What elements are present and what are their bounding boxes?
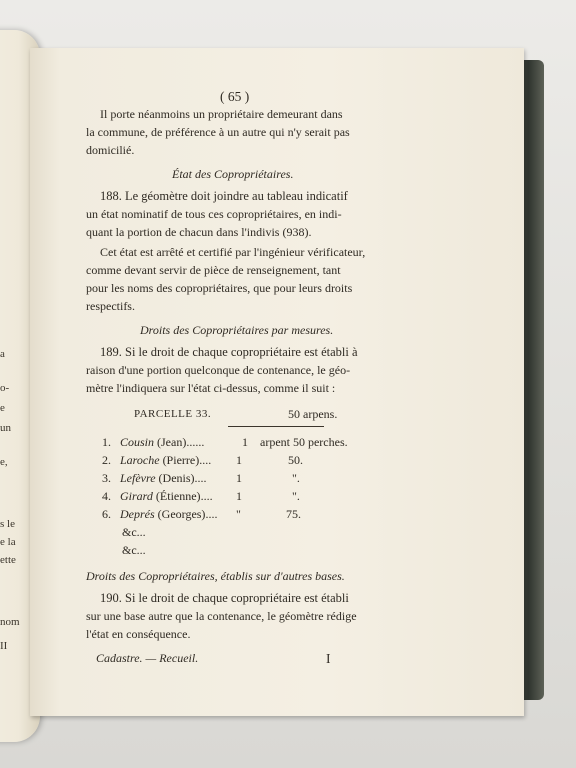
- owner-measure: 75.: [286, 507, 301, 521]
- section-190-line: 190. Si le droit de chaque copropriétaire est établi: [100, 591, 349, 605]
- left-fragment: II: [0, 640, 8, 652]
- owner-measure: ".: [292, 471, 300, 485]
- row-number: 4.: [102, 489, 111, 503]
- left-fragment: a: [0, 348, 5, 360]
- left-fragment: e,: [0, 456, 8, 468]
- page-number: ( 65 ): [220, 89, 250, 104]
- owner-quantity: 1: [242, 435, 248, 449]
- row-number: 3.: [102, 471, 111, 485]
- section-188-line: quant la portion de chacun dans l'indivis (938).: [86, 225, 312, 239]
- owner-measure: 50.: [288, 453, 303, 467]
- paragraph-line: Il porte néanmoins un propriétaire demeurant dans: [100, 107, 343, 121]
- left-fragment: o-: [0, 382, 10, 394]
- leader-dots: ....: [200, 489, 213, 503]
- paragraph-line: respectifs.: [86, 299, 135, 313]
- owner-given-name: (Georges): [157, 507, 206, 521]
- etc-line: &c...: [122, 525, 146, 539]
- owner-measure: ".: [292, 489, 300, 503]
- owner-quantity: 1: [236, 453, 242, 467]
- table-row: [102, 470, 207, 487]
- owner-surname: Deprés: [120, 507, 155, 521]
- owner-surname: Laroche: [120, 453, 160, 467]
- etc-line: &c...: [122, 543, 146, 557]
- footer-reference: Cadastre. — Recueil.: [96, 651, 199, 665]
- left-fragment: nom: [0, 616, 20, 628]
- owner-given-name: (Jean): [157, 435, 187, 449]
- section-189-line: raison d'une portion quelconque de contenance, le géo-: [86, 363, 351, 377]
- parcelle-value: 50 arpens.: [288, 407, 338, 421]
- table-rule: [228, 426, 324, 427]
- paragraph-line: Cet état est arrêté et certifié par l'ingénieur vérificateur,: [100, 245, 366, 259]
- owner-quantity: 1: [236, 489, 242, 503]
- paragraph-line: domicilié.: [86, 143, 135, 157]
- row-number: 2.: [102, 453, 111, 467]
- row-number: 1.: [102, 435, 111, 449]
- table-row: [102, 434, 204, 451]
- leader-dots: ....: [194, 471, 207, 485]
- book-page: [30, 48, 524, 716]
- left-fragment: ette: [0, 554, 16, 566]
- paragraph-line: comme devant servir de pièce de renseignement, tant: [86, 263, 341, 277]
- paragraph-line: pour les noms des copropriétaires, que pour leurs droits: [86, 281, 353, 295]
- left-fragment: e: [0, 402, 5, 414]
- section-heading: État des Copropriétaires.: [172, 167, 294, 181]
- left-fragment: e la: [0, 536, 16, 548]
- owner-surname: Lefèvre: [120, 471, 156, 485]
- parcelle-label: PARCELLE 33.: [134, 408, 212, 420]
- owner-quantity: 1: [236, 471, 242, 485]
- left-fragment: s le: [0, 518, 15, 530]
- owner-measure: arpent 50 perches.: [260, 435, 348, 449]
- table-row: [102, 452, 211, 469]
- section-188-line: 188. Le géomètre doit joindre au tableau indicatif: [100, 189, 348, 203]
- leader-dots: ....: [199, 453, 212, 467]
- leader-dots: ......: [186, 435, 205, 449]
- table-row: [102, 506, 217, 523]
- section-190-line: l'état en conséquence.: [86, 627, 191, 641]
- section-188-line: un état nominatif de tous ces copropriétaires, en indi-: [86, 207, 342, 221]
- section-heading: Droits des Copropriétaires par mesures.: [140, 323, 334, 337]
- signature-mark: I: [326, 651, 331, 666]
- owner-given-name: (Étienne): [155, 489, 201, 503]
- section-heading: Droits des Copropriétaires, établis sur d'autres bases.: [86, 569, 345, 583]
- section-190-line: sur une base autre que la contenance, le géomètre rédige: [86, 609, 357, 623]
- table-row: [102, 488, 213, 505]
- owner-quantity: ": [236, 507, 241, 521]
- leader-dots: ....: [205, 507, 218, 521]
- row-number: 6.: [102, 507, 111, 521]
- owner-surname: Cousin: [120, 435, 155, 449]
- owner-given-name: (Denis): [158, 471, 195, 485]
- paragraph-line: la commune, de préférence à un autre qui n'y serait pas: [86, 125, 350, 139]
- owner-given-name: (Pierre): [162, 453, 200, 467]
- left-fragment: un: [0, 422, 11, 434]
- section-189-line: 189. Si le droit de chaque copropriétaire est établi à: [100, 345, 358, 359]
- section-189-line: mètre l'indiquera sur l'état ci-dessus, comme il suit :: [86, 381, 336, 395]
- owner-surname: Girard: [120, 489, 153, 503]
